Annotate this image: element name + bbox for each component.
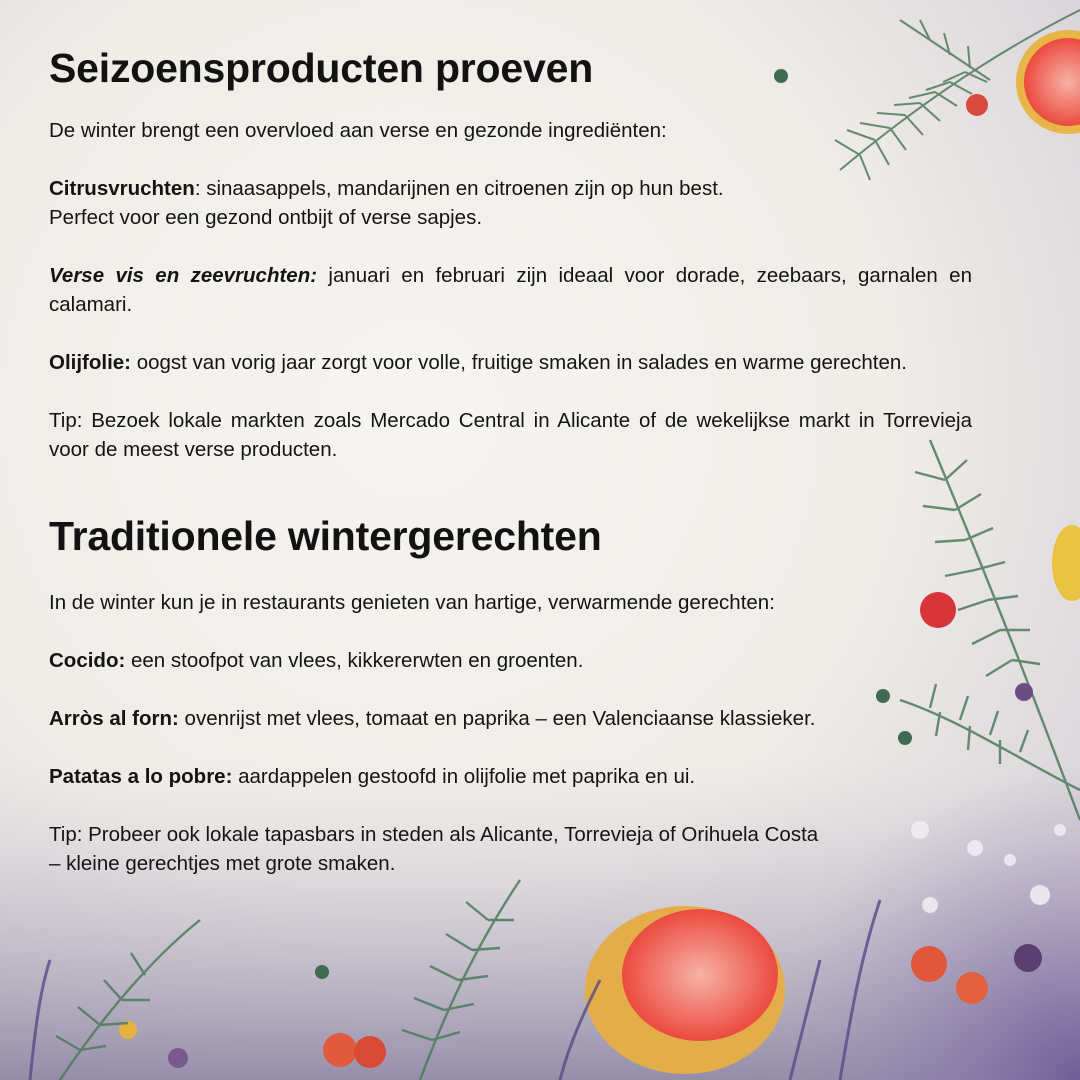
item-text: Perfect voor een gezond ontbijt of verse sapjes. [49,206,483,229]
tip-line: Tip: Probeer ook lokale tapasbars in steden als Alicante, Torrevieja of Orihuela Costa [49,823,819,846]
section-intro: De winter brengt een overvloed aan verse en gezonde ingrediënten: [49,119,667,142]
grapefruit-bottom [585,906,785,1074]
item-text: oogst van vorig jaar zorgt voor volle, fruitige smaken in salades en warme gerechten. [131,351,907,374]
section-title: Traditionele wintergerechten [49,513,602,559]
section-title: Seizoensproducten proeven [49,45,594,91]
tip-line: – kleine gerechtjes met grote smaken. [49,852,396,875]
item-olive-oil [49,348,972,377]
item-citrus [49,174,972,232]
item-term: Patatas a lo pobre: [49,765,233,788]
section-seasonal-products [49,40,972,464]
article-content [49,40,972,878]
item-text: een stoofpot van vlees, kikkererwten en groenten. [125,649,584,672]
item-term: Arròs al forn: [49,707,179,730]
item-term: Citrusvruchten [49,177,195,200]
item-cocido [49,646,972,675]
section-traditional-dishes [49,508,972,878]
tip-markets: Tip: Bezoek lokale markten zoals Mercado Central in Alicante of de wekelijkse markt in Torrevieja voor de meest verse producten. [49,409,972,461]
item-text: januari en februari zijn ideaal voor dorade, zeebaars, garnalen en calamari. [49,264,972,316]
item-patatas [49,762,972,791]
item-fish [49,261,972,319]
item-term: Verse vis en zeevruchten: [49,264,318,287]
item-term: Cocido: [49,649,126,672]
tip-tapas [49,820,879,878]
item-text: : sinaasappels, mandarijnen en citroenen zijn op hun best. [194,177,724,200]
item-arros-al-forn [49,704,972,733]
section-intro: In de winter kun je in restaurants genieten van hartige, verwarmende gerechten: [49,591,775,614]
item-text: ovenrijst met vlees, tomaat en paprika – een Valenciaanse klassieker. [178,707,816,730]
item-term: Olijfolie: [49,351,131,374]
item-text: aardappelen gestoofd in olijfolie met paprika en ui. [232,765,696,788]
